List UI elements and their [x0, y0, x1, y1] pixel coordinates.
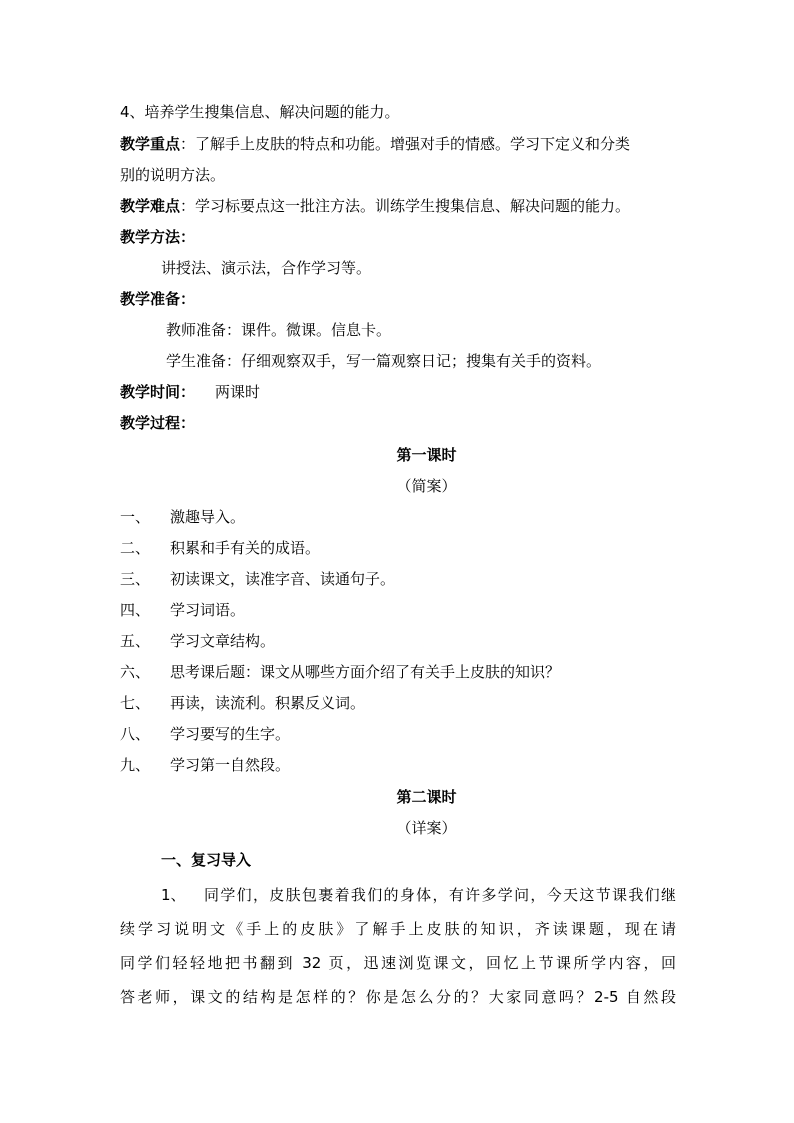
list-item	[120, 662, 560, 682]
step-number: 五、	[120, 632, 151, 650]
list-item	[120, 631, 275, 651]
step-text: 学习文章结构。	[170, 632, 276, 650]
item-number: 1、	[161, 886, 186, 904]
key-points-line2: 别的说明方法。	[120, 166, 226, 184]
list-item	[120, 569, 395, 589]
step-number: 一、	[120, 508, 151, 526]
paragraph-line: 续学习说明文《手上的皮肤》了解手上皮肤的知识，齐读课题，现在请	[120, 920, 676, 938]
step-text: 激趣导入。	[170, 508, 246, 526]
difficult-points-text: ：学习标要点这一批注方法。训练学生搜集信息、解决问题的能力。	[180, 197, 631, 215]
student-preparation: 学生准备：仔细观察双手，写一篇观察日记；搜集有关手的资料。	[166, 352, 602, 370]
goal-4: 4、培养学生搜集信息、解决问题的能力。	[120, 103, 400, 121]
teaching-time	[120, 382, 260, 402]
section-review-intro: 一、复习导入	[161, 851, 252, 869]
lesson1-subtitle: （简案）	[396, 477, 457, 495]
step-number: 七、	[120, 694, 151, 712]
paragraph-line: 答老师，课文的结构是怎样的？你是怎么分的？大家同意吗？2-5 自然段	[120, 988, 676, 1006]
teaching-time-value: 两课时	[215, 383, 261, 401]
step-number: 四、	[120, 601, 151, 619]
step-text: 学习词语。	[170, 601, 246, 619]
list-item	[120, 538, 320, 558]
process-label: 教学过程：	[120, 414, 196, 432]
step-text: 积累和手有关的成语。	[170, 539, 321, 557]
difficult-points-label: 教学难点	[120, 197, 181, 215]
step-number: 九、	[120, 756, 151, 774]
difficult-points	[120, 196, 630, 216]
list-item	[120, 724, 290, 744]
paragraph-line: 同学们，皮肤包裹着我们的身体，有许多学问，今天这节课我们继	[204, 886, 676, 904]
teacher-preparation: 教师准备：课件。微课。信息卡。	[166, 321, 392, 339]
list-item	[120, 755, 290, 775]
step-text: 学习第一自然段。	[170, 756, 291, 774]
list-item	[120, 600, 245, 620]
lesson2-subtitle: （详案）	[396, 819, 457, 837]
step-text: 思考课后题：课文从哪些方面介绍了有关手上皮肤的知识？	[170, 663, 561, 681]
method-text: 讲授法、演示法，合作学习等。	[161, 259, 372, 277]
teaching-time-label: 教学时间：	[120, 383, 196, 401]
key-points-text: ：了解手上皮肤的特点和功能。增强对手的情感。学习下定义和分类	[180, 135, 631, 153]
step-number: 六、	[120, 663, 151, 681]
lesson2-title: 第二课时	[396, 788, 457, 806]
step-number: 二、	[120, 539, 151, 557]
lesson1-title: 第一课时	[396, 446, 457, 464]
step-number: 三、	[120, 570, 151, 588]
preparation-label: 教学准备：	[120, 290, 196, 308]
method-label: 教学方法：	[120, 228, 196, 246]
paragraph-line: 同学们轻轻地把书翻到 32 页，迅速浏览课文，回忆上节课所学内容，回	[120, 954, 676, 972]
step-text: 初读课文，读准字音、读通句子。	[170, 570, 396, 588]
key-points-label: 教学重点	[120, 135, 181, 153]
list-item	[120, 507, 245, 527]
step-text: 学习要写的生字。	[170, 725, 291, 743]
step-text: 再读，读流利。积累反义词。	[170, 694, 366, 712]
key-points-line1	[120, 134, 630, 154]
step-number: 八、	[120, 725, 151, 743]
list-item	[120, 693, 365, 713]
